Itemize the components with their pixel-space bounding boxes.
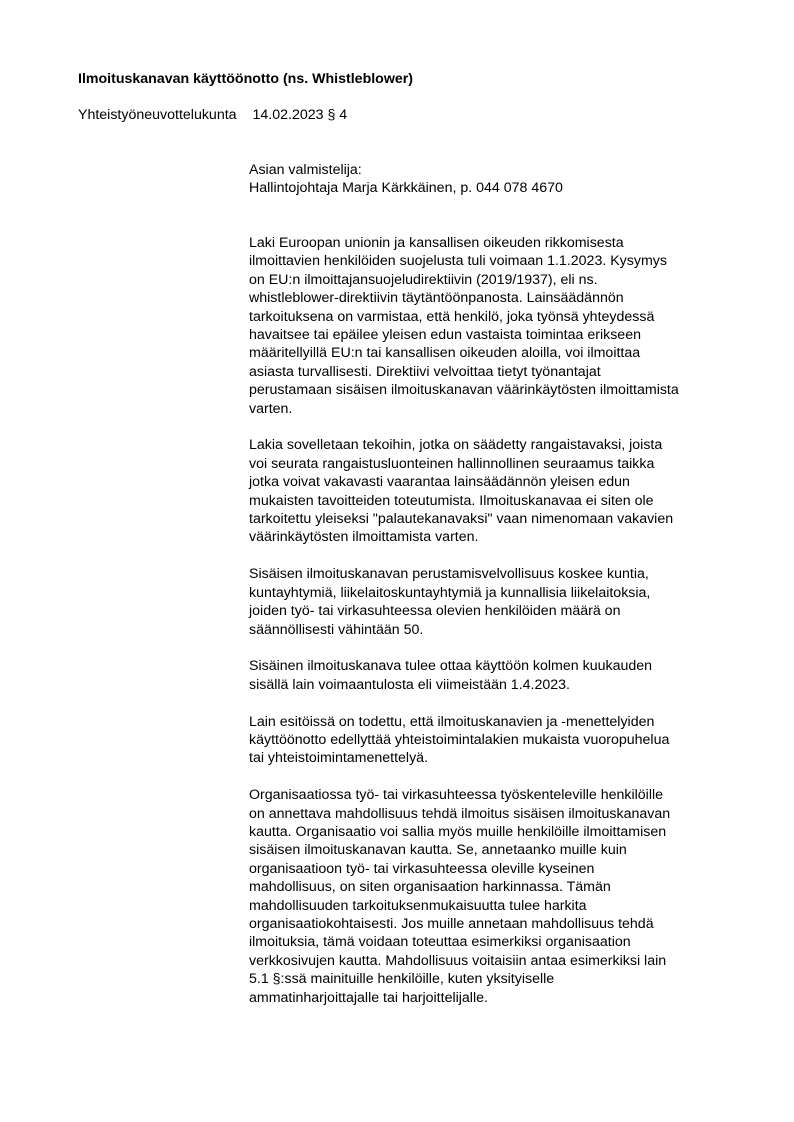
paragraph-line: perustamaan sisäisen ilmoituskanavan väärinkäytösten ilmoittamista — [249, 382, 679, 399]
preparer-label: Asian valmistelija: — [249, 162, 362, 178]
body-paragraph — [249, 657, 739, 694]
paragraph-line: varten. — [249, 400, 293, 417]
paragraph-line: on annettava mahdollisuus tehdä ilmoitus sisäisen ilmoituskanavan — [249, 805, 671, 822]
preparer-block — [249, 161, 563, 197]
document-title: Ilmoituskanavan käyttöönotto (ns. Whistleblower) — [78, 71, 414, 87]
paragraph-line: käyttöönotto edellyttää yhteistoimintalakien mukaista vuoropuhelua — [249, 731, 670, 748]
paragraph-line: on EU:n ilmoittajansuojeludirektiivin (2019/1937), eli ns. — [249, 271, 598, 288]
paragraph-line: havaitsee tai epäilee yleisen edun vastaista toimintaa erikseen — [249, 327, 641, 344]
paragraph-line: sisäisen ilmoituskanavan kautta. Se, annetaanko muille kuin — [249, 842, 627, 859]
paragraph-line: säännöllisesti vähintään 50. — [249, 621, 424, 638]
paragraph-line: tarkoitettu yleiseksi "palautekanavaksi" vaan nimenomaan vakavien — [249, 511, 674, 528]
body-paragraph — [249, 786, 739, 1007]
paragraph-line: mukaisten tavoitteiden toteutumista. Ilmoituskanavaa ei siten ole — [249, 492, 654, 509]
paragraph-line: joiden työ- tai virkasuhteessa olevien henkilöiden määrä on — [249, 603, 621, 620]
paragraph-line: voi seurata rangaistusluonteinen hallinnollinen seuraamus taikka — [249, 455, 655, 472]
paragraph-line: kuntayhtymiä, liikelaitoskuntayhtymiä ja kunnallisia liikelaitoksia, — [249, 584, 651, 601]
meeting-body: Yhteistyöneuvottelukunta — [78, 107, 237, 123]
paragraph-line: sisällä lain voimaantulosta eli viimeistään 1.4.2023. — [249, 676, 570, 693]
meeting-date-reference: 14.02.2023 § 4 — [252, 107, 348, 123]
paragraph-line: tai yhteistoimintamenettelyä. — [249, 750, 429, 767]
paragraph-line: verkkosivujen kautta. Mahdollisuus voitaisiin antaa esimerkiksi lain — [249, 952, 667, 969]
paragraph-line: Laki Euroopan unionin ja kansallisen oikeuden rikkomisesta — [249, 235, 624, 251]
paragraph-line: Sisäinen ilmoituskanava tulee ottaa käyttöön kolmen kuukauden — [249, 658, 653, 675]
paragraph-line: Organisaatiossa työ- tai virkasuhteessa työskenteleville henkilöille — [249, 787, 664, 804]
document-body — [249, 234, 739, 1025]
paragraph-line: Lakia sovelletaan tekoihin, jotka on säädetty rangaistavaksi, joista — [249, 437, 663, 454]
paragraph-line: Lain esitöissä on todettu, että ilmoituskanavien ja -menettelyiden — [249, 713, 655, 730]
paragraph-line: mahdollisuuden tarkoituksenmukaisuutta tulee harkita — [249, 897, 587, 914]
paragraph-line: Sisäisen ilmoituskanavan perustamisvelvollisuus koskee kuntia, — [249, 566, 649, 583]
paragraph-line: 5.1 §:ssä mainituille henkilöille, kuten yksityiselle — [249, 971, 555, 988]
body-paragraph — [249, 565, 739, 639]
paragraph-line: asiasta turvallisesti. Direktiivi velvoittaa tietyt työnantajat — [249, 363, 601, 380]
paragraph-line: organisaatioon työ- tai virkasuhteessa oleville kyseinen — [249, 860, 595, 877]
paragraph-line: ammatinharjoittajalle tai harjoittelijalle. — [249, 989, 488, 1006]
body-paragraph — [249, 713, 739, 768]
paragraph-line: väärinkäytösten ilmoittamista varten. — [249, 529, 479, 546]
meeting-info — [78, 106, 347, 124]
paragraph-line: ilmoittavien henkilöiden suojelusta tuli voimaan 1.1.2023. Kysymys — [249, 253, 667, 270]
paragraph-line: mahdollisuus, on siten organisaation harkinnassa. Tämän — [249, 879, 611, 896]
body-paragraph — [249, 436, 739, 546]
paragraph-line: määritellyillä EU:n tai kansallisen oikeuden aloilla, voi ilmoittaa — [249, 345, 641, 362]
paragraph-line: jotka voivat vakavasti vaarantaa lainsäädännön yleisen edun — [249, 474, 630, 491]
paragraph-line: organisaatiokohtaisesti. Jos muille annetaan mahdollisuus tehdä — [249, 915, 654, 932]
body-paragraph — [249, 234, 739, 418]
paragraph-line: whistleblower-direktiivin täytäntöönpanosta. Lainsäädännön — [249, 290, 624, 307]
paragraph-line: kautta. Organisaatio voi sallia myös muille henkilöille ilmoittamisen — [249, 823, 667, 840]
paragraph-line: ilmoituksia, tämä voidaan toteuttaa esimerkiksi organisaation — [249, 934, 631, 951]
preparer-name: Hallintojohtaja Marja Kärkkäinen, p. 044 078 4670 — [249, 180, 563, 196]
paragraph-line: tarkoituksena on varmistaa, että henkilö, joka työnsä yhteydessä — [249, 308, 655, 325]
